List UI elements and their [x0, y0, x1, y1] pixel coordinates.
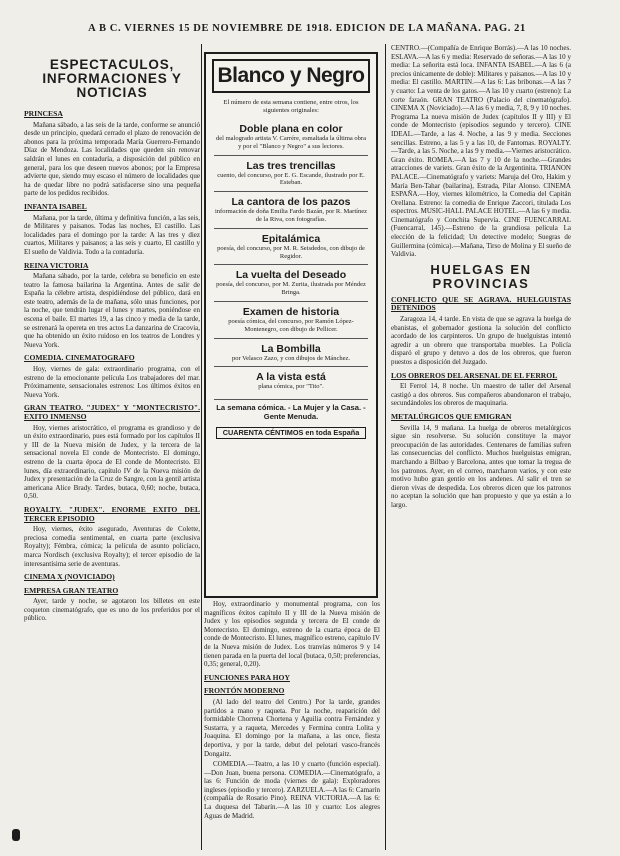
article-head: REINA VICTORIA	[24, 260, 89, 270]
article-head: METALÚRGICOS QUE EMIGRAN	[391, 411, 512, 421]
article-head: CINEMA X (NOVICIADO)	[24, 572, 115, 582]
column-2	[204, 600, 380, 850]
article-text: Sevilla 14, 9 mañana. La huelga de obreros metalúrgicos sigue sin resolverse. Su solución constituye la mayor preocupación de las autoridades. Centenares de familias sufren las consecuencias del conflicto. Muchos huelguistas emigran, marchando a Bilbao y Barcelona, antes que tomar la tregua de los patronos. Ayer, en el correo, marcharon varios, y con este motivo hubo gran gentío en los andenes. Al salir el tren se dieron vivas de despedida. Los obreros dicen que los patronos no aceptan la solución que han propuesto y que ya están a lo largo.	[391, 423, 571, 509]
article-text: Hoy, extraordinario y monumental programa, con los magníficos éxitos capítulo II y III de la Nueva misión de Judex y los episodios segunda y tercera de El conde de Montecristo. El domingo, estreno de la cuarta época de El conde de Montecristo. El lunes, magnífico estreno, capítulo IV de la Nueva misión de Judex. Los tranvías números 9 y 14 tienen parada en la puerta del local (butaca, 0,50; preferencias, 0,35; general, 0,20).	[204, 600, 380, 669]
ad-item-title: Epitalámica	[261, 232, 321, 245]
ad-item	[214, 155, 368, 188]
section-heading: ESPECTACULOS, INFORMACIONES Y NOTICIAS	[42, 57, 182, 100]
article-head: FRONTÓN MODERNO	[204, 686, 285, 696]
ad-item-title: La Bombilla	[261, 342, 321, 355]
ad-price: CUARENTA CÉNTIMOS en toda España	[216, 427, 366, 439]
ad-item-desc: plana cómica, por "Tito".	[258, 383, 324, 391]
column-1	[24, 44, 200, 850]
article-text: Mañana sábado, a las seis de la tarde, conforme se anunció desde un principio, quedará cerrado el plazo de renovación de abonos para la próxima temporada María Guerrero-Fernando Díaz de Mendoza. Las localidades que queden sin renovar saldrán el lunes en contaduría, a disposición del público en general, para los que deseen nuevos abonos; por la Empresa advierte que, siendo muy escaso el número de localidades que ha de quedar libre no podrá satisfacerse sino una pequeña parte de los pedidos recibidos.	[24, 120, 200, 198]
article-text: (Al lado del teatro del Centro.) Por la tarde, grandes partidos a mano y raqueta. Por la noche, reaparición del formidable Chorrena Chortena y Aguilia contra Fernández y Sustarra, y a raqueta, Mercedes y Fermina contra Lolita y Joaquina. El domingo por la mañana, a las once, fiesta deportiva, y por la tarde, debut del pelotari vasco-francés Dongaitz.	[204, 697, 380, 758]
article-head: EMPRESA GRAN TEATRO	[24, 585, 119, 595]
ad-title: Blanco y Negro	[212, 59, 370, 93]
article-text: El Ferrol 14, 8 noche. Un maestro de taller del Arsenal castigó a dos obreros. Sus compañeros abandonaron el trabajo, secundándoles los obreros de maquinaria.	[391, 382, 571, 408]
ad-item	[214, 228, 368, 261]
ad-item-title: Las tres trencillas	[246, 159, 336, 172]
blanco-y-negro-advertisement	[204, 52, 378, 598]
article-head: PRINCESA	[24, 109, 63, 118]
ad-item-title: La cantora de los pazos	[231, 196, 351, 209]
article-zaragoza	[391, 296, 571, 367]
column-rule	[385, 44, 386, 850]
article-head: LOS OBREROS DEL ARSENAL DE EL FERROL	[391, 370, 558, 380]
ad-item	[214, 366, 368, 391]
ad-item-title: Doble plana en color	[239, 123, 343, 135]
ad-item-desc: cuento, del concurso, por E. G. Escande, ilustrado por E. Esteban.	[217, 171, 365, 187]
article-comedia	[24, 354, 200, 399]
article-ferrol	[391, 372, 571, 408]
ad-footer: La semana cómica. - La Mujer y la Casa. - Gente Menuda.	[214, 399, 368, 421]
ad-item	[214, 338, 368, 363]
ad-item	[214, 119, 368, 151]
ad-item-title: La vuelta del Deseado	[235, 269, 347, 282]
article-text: Hoy, viernes de gala: extraordinario programa, con el estreno de la emocionante película Los trabajadores del mar. Próximamente, sensacionales estrenos: Los últimos éxitos en Nueva York.	[24, 365, 200, 399]
printer-mark	[12, 829, 20, 841]
article-head: INFANTA ISABEL	[24, 201, 87, 211]
article-text: Ayer, tarde y noche, se agotaron los billetes en este coqueton cinematógrafo, que es uno de los preferidos por el público.	[24, 597, 200, 623]
ad-item-desc: poesía cómica, del concurso, por Ramón López-Montenegro, con dibujo de Pellicer.	[228, 317, 354, 333]
article-text: Mañana, por la tarde, última y definitiva función, a las seis, de Militares y paisanos. Todas las noches, El castillo. Las localidades para el domingo por la tarde: A las tres y diez cuartos, Militares y paisanos; a las seis y cuarto, El castillo y El sueño de Valdivia. Todo a la contaduría.	[24, 213, 200, 256]
article-sevilla	[391, 413, 571, 510]
article-princesa	[24, 110, 200, 198]
ad-item	[214, 264, 368, 297]
article-royalty	[24, 506, 200, 568]
article-text: Mañana sábado, por la tarde, celebra su beneficio en este teatro la famosa bailarina la Argentina. Antes de salir de España la célebre artista, despidiéndose del público, dará en este teatro, además de la de mañana, sólo unas funciones, por la noche, que tendrán lugar el lunes y martes, poniéndose en escena el baile. El martes 19, a las cinco y media de la tarde, se estrenará la opereta en tres actos La danzarina de Cracovia, que ha obtenido un éxito ruidoso en los teatros de Londres y Nueva York.	[24, 272, 200, 349]
article-text: Hoy, viernes, éxito asegurado, Aventuras de Colette, preciosa comedia sentimental, en cuarta parte (exclusiva Royalty); Fémbra, cómica; la película de asunto policíaco, marca Nordisch (exclusiva Royalty); el tercer episodio de la interesantísima serie de aventuras.	[24, 525, 200, 568]
listings-text: COMEDIA.—Teatro, a las 10 y cuarto (función especial).—Don Juan, buena persona. COMEDIA.—Cinematógrafo, a las 6: Función de moda (viernes de gala): Exploradores ingleses (episodio y tercero). ZARZUELA.—A las 6: Camarín (compañía de Rosario Pino). REINA VICTORIA.—A las 6: La duquesa del Tabarín.—A las 10 y cuarto: Los alegres Aguas de Madrid.	[204, 760, 380, 820]
ad-intro: El número de esta semana contiene, entre otros, los siguientes originales:	[223, 99, 359, 114]
article-reina-victoria	[24, 262, 200, 350]
ad-item-title: Examen de historia	[242, 305, 340, 318]
article-infanta-isabel	[24, 203, 200, 257]
article-text: Zaragoza 14, 4 tarde. En vista de que se agrava la huelga de ebanistas, el gobernador gestiona la solución del conflicto acordado de los carpinteros. Un grupo de huelguistas intentó agredir a un obrero que transportaba muebles. La Policía disparó el grupo y detuvo a dos de los obreros, que fueron puestos a disposición del Juzgado.	[391, 315, 571, 366]
column-3	[391, 44, 571, 850]
article-head: CONFLICTO QUE SE AGRAVA. HUELGUISTAS DETENIDOS	[391, 294, 571, 313]
article-empresa	[24, 587, 200, 623]
ad-item-desc: por Velasco Zazo, y con dibujos de Mánchez.	[231, 354, 351, 362]
ad-item	[214, 191, 368, 224]
listings-text: CENTRO.—(Compañía de Enrique Borrás).—A las 10 noches. ESLAVA.—A las 6 y media: Reservado de señoras.—A las 10 y media: La señorita está loca. INFANTA ISABEL.—A las 6 (a precios únicamente de doble): Militares y paisanos.—A las 10 y media: El castillo. MARTIN.—A las 6: Las bribonas.—A las 7 y cuarto: La venta de los gatos.—A las 10 y cuarto (estreno): La corte faraón. GRAN TEATRO (Palacio del cinematógrafo). CINEMA X (Noviciado).—A las 6 y media, 7, 8, 9 y 10 noches. Programa La nueva misión de Judex (capítulos II y III) y El conde de Montecristo (episodios segundo y tercero). CINE IDEAL.—Tarde, a las 4. Noche, a las 9 y media. Secciones sencillas. Estreno, a las 5 y a las 10, de Fantomas. ROYALTY.—Tarde, a las 5. Noche, a las 9 y media.—Viernes aristocrático. Gran éxito. ROMEA.—A las 7 y 10 de la noche.—Grandes atracciones de variets. Gran éxito de la Argentinita. TRIANON PALACE.—Cinematógrafo y variets: Maruja del Oro, Hakim y María Ben-Tahar (bailarina), Estrada, Pilar Alonso. CINEMA ESPAÑA.—Hoy, viernes kilométrico, la Comedia del Capitán Orellana. Estreno: la comedia de Enrique Zaccori, titulada Los espectros. MUSIC-HALL PALACE HOTEL.—A las 6 y media. Cinematógrafo y Conchita Supervía. CINE FUENCARRAL (Fuencarral, 145).—Estreno de la grandiosa película La elección de la felicidad; Un detective modelo; Suegras de Guillermina (cómica).—Mañana, Tirso de Molina y El sueño de Valdivia.	[391, 44, 571, 259]
ad-item-title: A la vista está	[256, 371, 326, 384]
article-head: FUNCIONES PARA HOY	[204, 672, 290, 682]
newspaper-masthead: A B C. VIERNES 15 DE NOVIEMBRE DE 1918. EDICION DE LA MAÑANA. PAG. 21	[88, 23, 526, 34]
article-head: GRAN TEATRO. "JUDEX" Y "MONTECRISTO". EXITO INMENSO	[24, 403, 200, 421]
ad-item-desc: información de doña Emilia Fardo Bazán, por R. Martínez de la Riva, con fotografías.	[215, 208, 367, 223]
article-head: COMEDIA. CINEMATOGRAFO	[24, 353, 135, 363]
article-head: ROYALTY. "JUDEX". ENORME EXITO DEL TERCER EPISODIO	[24, 504, 200, 523]
article-cinema-x	[24, 573, 200, 582]
ad-item-desc: del malogrado artista V. Carrére, esmaltada la última obra y por el "Blanco y Negro" a sus lectores.	[216, 135, 366, 150]
ad-item-desc: poesía, del concurso, por M. Zurita, ilustrada por Méndez Bringa.	[216, 281, 366, 297]
ad-item	[214, 301, 368, 334]
ad-item-desc: poesía, del concurso, por M. R. Seisdedos, con dibujo de Regidor.	[217, 244, 365, 260]
article-text: Hoy, viernes aristocrático, el programa es grandioso y de un éxito extraordinario, pues está formado por los capítulos II y III de la Nueva misión de Judex, y la tercera de la sensacional novela El conde de Montecristo. El domingo, estreno de la cuarta época de El conde de Montecristo. El lunes, día extraordinario, capítulo IV de la Nueva misión de Judex y presentación de la Cruz de Sangre, con la gentil artista americana Alice Brady. Tardes, butaca, 0,60; noche, butaca, 0,50.	[24, 423, 200, 501]
article-gran-teatro	[24, 404, 200, 501]
section-heading: HUELGAS EN PROVINCIAS	[430, 261, 532, 291]
column-rule	[201, 44, 202, 850]
